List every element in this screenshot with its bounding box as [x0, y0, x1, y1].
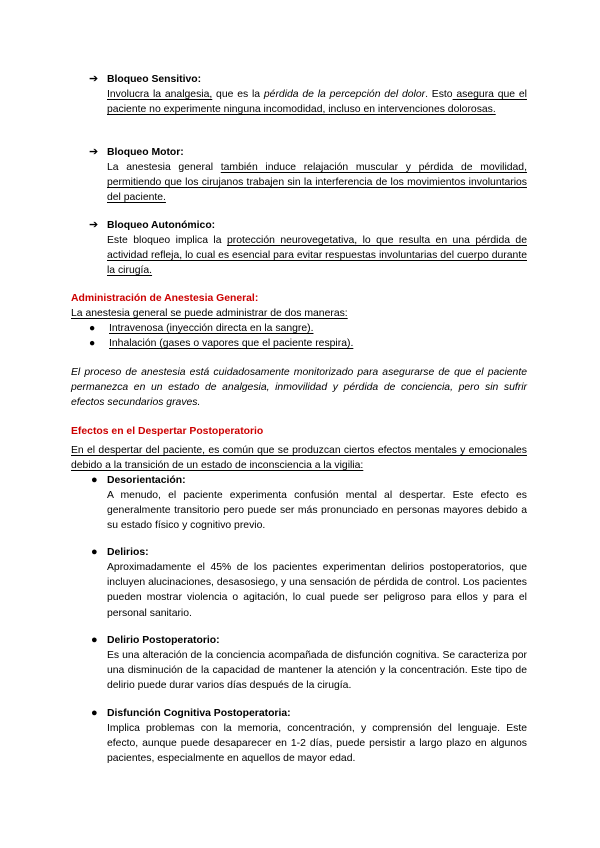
efectos-heading: Efectos en el Despertar Postoperatorio [71, 426, 264, 437]
bullet-icon: ● [91, 474, 98, 486]
bullet-icon: ● [91, 707, 98, 719]
arrow-icon: ➔ [89, 219, 99, 231]
bloqueo-sensitivo-title: Bloqueo Sensitivo: [107, 74, 202, 85]
efecto-body: Implica problemas con la memoria, concentración, y comprensión del lenguaje. Este efecto, aunque puede desaparecer en 1-2 días, puede persistir a largo plazo en algunos pacientes, especialmente en aquellos de mayor edad. [107, 723, 527, 765]
document-page: ➔ Bloqueo Sensitivo: Involucra la analgesia, que es la pérdida de la percepción del dolor. Esto asegura que el paciente no experimente ninguna incomodidad, incluso en intervenciones dolorosas. ➔ Bloqueo Motor: La anestesia general también induce relajación muscular y pérdida de movilidad, permitiendo que los cirujanos trabajen sin la interferencia de los movimientos involuntarios del paciente. ➔ Bloqueo Autonómico: Este bloqueo implica la protección neurovegetativa, lo que resulta en una pérdida de actividad refleja, lo cual es esencial para evitar respuestas involuntarias del cuerpo durante la cirugía. Administración de Anestesia General: La anestesia general se puede administrar de dos maneras: ● Intravenosa (inyección directa en la sangre). ● Inhalación (gases o vapores que el paciente respira). El proceso de anestesia está cuidadosamente monitorizado para asegurarse de que el paciente permanezca en un estado de analgesia, inmovilidad y pérdida de conciencia, pero sin sufrir efectos secundarios graves. Efectos en el Despertar Postoperatorio En el despertar del paciente, es común que se produzcan ciertos efectos mentales y emocionales debido a la transición de un estado de inconsciencia a la vigilia: ● Desorientación: A menudo, el paciente experimenta confusión mental al despertar. Este efecto es generalmente transitorio pero puede ser más pronunciado en personas mayores debido a su estado físico y cognitivo previo. ● Delirios: Aproximadamente el 45% de los pacientes experimentan delirios postoperatorios, que incluyen alucinaciones, desasosiego, y una sensación de pérdida de control. Los pacientes pueden mostrar violencia o agitación, lo cual puede ser peligroso para ellos y para el personal sanitario. ● Delirio Postoperatorio: Es una alteración de la conciencia acompañada de disfunción cognitiva. Se caracteriza por una disminución de la capacidad de mantener la atención y la concentración. Este tipo de delirio puede durar varios días después de la cirugía. ● Disfunción Cognitiva Postoperatoria: Implica problemas con la memoria, concentración, y comprensión del lenguaje. Este efecto, aunque puede desaparecer en 1-2 días, puede persistir a largo plazo en algunos pacientes, especialmente en aquellos de mayor edad. [0, 0, 600, 848]
efecto-title: Delirio Postoperatorio: [107, 635, 220, 646]
arrow-icon: ➔ [89, 146, 99, 158]
bloqueo-motor-body: La anestesia general también induce relajación muscular y pérdida de movilidad, permitiendo que los cirujanos trabajen sin la interferencia de los movimientos involuntarios del paciente. [107, 162, 527, 204]
efecto-title: Delirios: [107, 547, 149, 558]
efectos-intro: En el despertar del paciente, es común que se produzcan ciertos efectos mentales y emocionales debido a la transición de un estado de inconsciencia a la vigilia: [71, 445, 527, 472]
efecto-body: A menudo, el paciente experimenta confusión mental al despertar. Este efecto es generalmente transitorio pero puede ser más pronunciado en personas mayores debido a su estado físico y cognitivo previo. [107, 490, 527, 532]
efecto-body: Aproximadamente el 45% de los pacientes experimentan delirios postoperatorios, que incluyen alucinaciones, desasosiego, y una sensación de pérdida de control. Los pacientes pueden mostrar violencia o agitación, lo cual puede ser peligroso para ellos y para el personal sanitario. [107, 562, 527, 619]
efecto-body: Es una alteración de la conciencia acompañada de disfunción cognitiva. Se caracteriza por una disminución de la capacidad de mantener la atención y la concentración. Este tipo de delirio puede durar varios días después de la cirugía. [107, 650, 527, 692]
anesthesia-note: El proceso de anestesia está cuidadosamente monitorizado para asegurarse de que el paciente permanezca en un estado de analgesia, inmovilidad y pérdida de conciencia, pero sin sufrir efectos secundarios graves. [71, 367, 527, 409]
efecto-title: Disfunción Cognitiva Postoperatoria: [107, 708, 291, 719]
administracion-heading: Administración de Anestesia General: [71, 293, 259, 304]
efecto-title: Desorientación: [107, 475, 186, 486]
bullet-icon: ● [91, 546, 98, 558]
arrow-icon: ➔ [89, 73, 99, 85]
bloqueo-autonomico-title: Bloqueo Autonómico: [107, 220, 216, 231]
bullet-icon: ● [91, 634, 98, 646]
bloqueo-autonomico-body: Este bloqueo implica la protección neurovegetativa, lo que resulta en una pérdida de actividad refleja, lo cual es esencial para evitar respuestas involuntarias del cuerpo durante la cirugía. [107, 235, 527, 277]
administracion-intro: La anestesia general se puede administrar de dos maneras: [71, 308, 348, 319]
bullet-icon: ● [89, 338, 96, 349]
bloqueo-motor-title: Bloqueo Motor: [107, 147, 184, 158]
bullet-icon: ● [89, 323, 96, 334]
bloqueo-sensitivo-body: Involucra la analgesia, que es la pérdida de la percepción del dolor. Esto asegura que el paciente no experimente ninguna incomodidad, incluso en intervenciones dolorosas. [107, 89, 527, 116]
